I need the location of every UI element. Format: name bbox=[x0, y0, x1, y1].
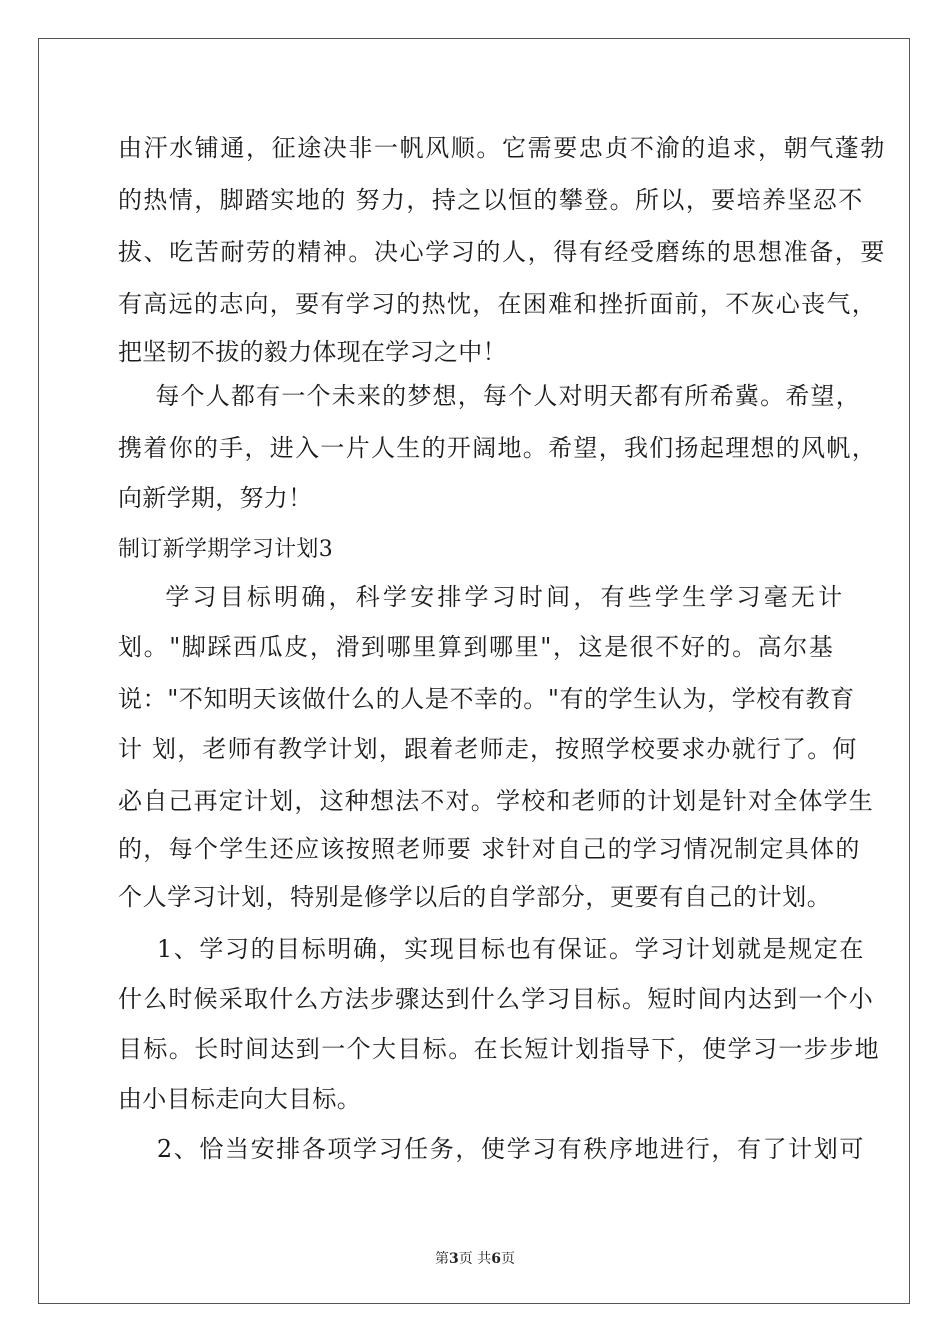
text-line: 携着你的手，进入一片人生的开阔地。希望，我们扬起理想的风帆， bbox=[118, 434, 877, 462]
current-page-number: 3 bbox=[449, 1251, 459, 1267]
page-footer bbox=[0, 1248, 950, 1268]
text-line: 1、学习的目标明确，实现目标也有保证。学习计划就是规定在 bbox=[120, 935, 865, 963]
text-line: 个人学习计划，特别是修学以后的自学部分，更要有自己的计划。 bbox=[118, 883, 832, 911]
text-line: 必自己再定计划，这种想法不对。学校和老师的计划是针对全体学生 bbox=[118, 787, 874, 815]
page-border bbox=[38, 38, 910, 1304]
footer-middle: 页 共 bbox=[458, 1251, 492, 1267]
text-line: 说："不知明天该做什么的人是不幸的。"有的学生认为，学校有教育 bbox=[118, 685, 855, 713]
text-line: 的热情，脚踏实地的 努力，持之以恒的攀登。所以，要培养坚忍不 bbox=[118, 186, 864, 214]
text-line: 由小目标走向大目标。 bbox=[118, 1085, 361, 1113]
section-heading: 制订新学期学习计划3 bbox=[118, 537, 333, 562]
text-line: 把坚韧不拔的毅力体现在学习之中！ bbox=[118, 338, 507, 366]
text-line: 目标。长时间达到一个大目标。在长短计划指导下，使学习一步步地 bbox=[118, 1035, 880, 1063]
footer-prefix: 第 bbox=[435, 1251, 450, 1267]
text-line: 向新学期，努力！ bbox=[118, 484, 313, 512]
text-line: 什么时候采取什么方法步骤达到什么学习目标。短时间内达到一个小 bbox=[118, 985, 874, 1013]
total-page-number: 6 bbox=[491, 1251, 501, 1267]
text-line: 划。"脚踩西瓜皮，滑到哪里算到哪里"，这是很不好的。高尔基 bbox=[118, 633, 835, 661]
text-line: 2、恰当安排各项学习任务，使学习有秩序地进行，有了计划可 bbox=[120, 1135, 865, 1163]
text-line: 由汗水铺通，征途决非一帆风顺。它需要忠贞不渝的追求，朝气蓬勃 bbox=[118, 134, 886, 162]
text-line: 拔、吃苦耐劳的精神。决心学习的人，得有经受磨练的思想准备，要 bbox=[118, 238, 886, 266]
footer-suffix: 页 bbox=[500, 1251, 515, 1267]
text-line: 的，每个学生还应该按照老师要 求针对自己的学习情况制定具体的 bbox=[118, 835, 861, 863]
text-line: 每个人都有一个未来的梦想，每个人对明天都有所希冀。希望， bbox=[120, 382, 861, 410]
text-line: 计 划，老师有教学计划，跟着老师走，按照学校要求办就行了。何 bbox=[118, 735, 858, 763]
text-line: 学习目标明确，科学安排学习时间，有些学生学习毫无计 bbox=[122, 583, 846, 611]
text-line: 有高远的志向，要有学习的热忱，在困难和挫折面前，不灰心丧气， bbox=[118, 290, 877, 318]
